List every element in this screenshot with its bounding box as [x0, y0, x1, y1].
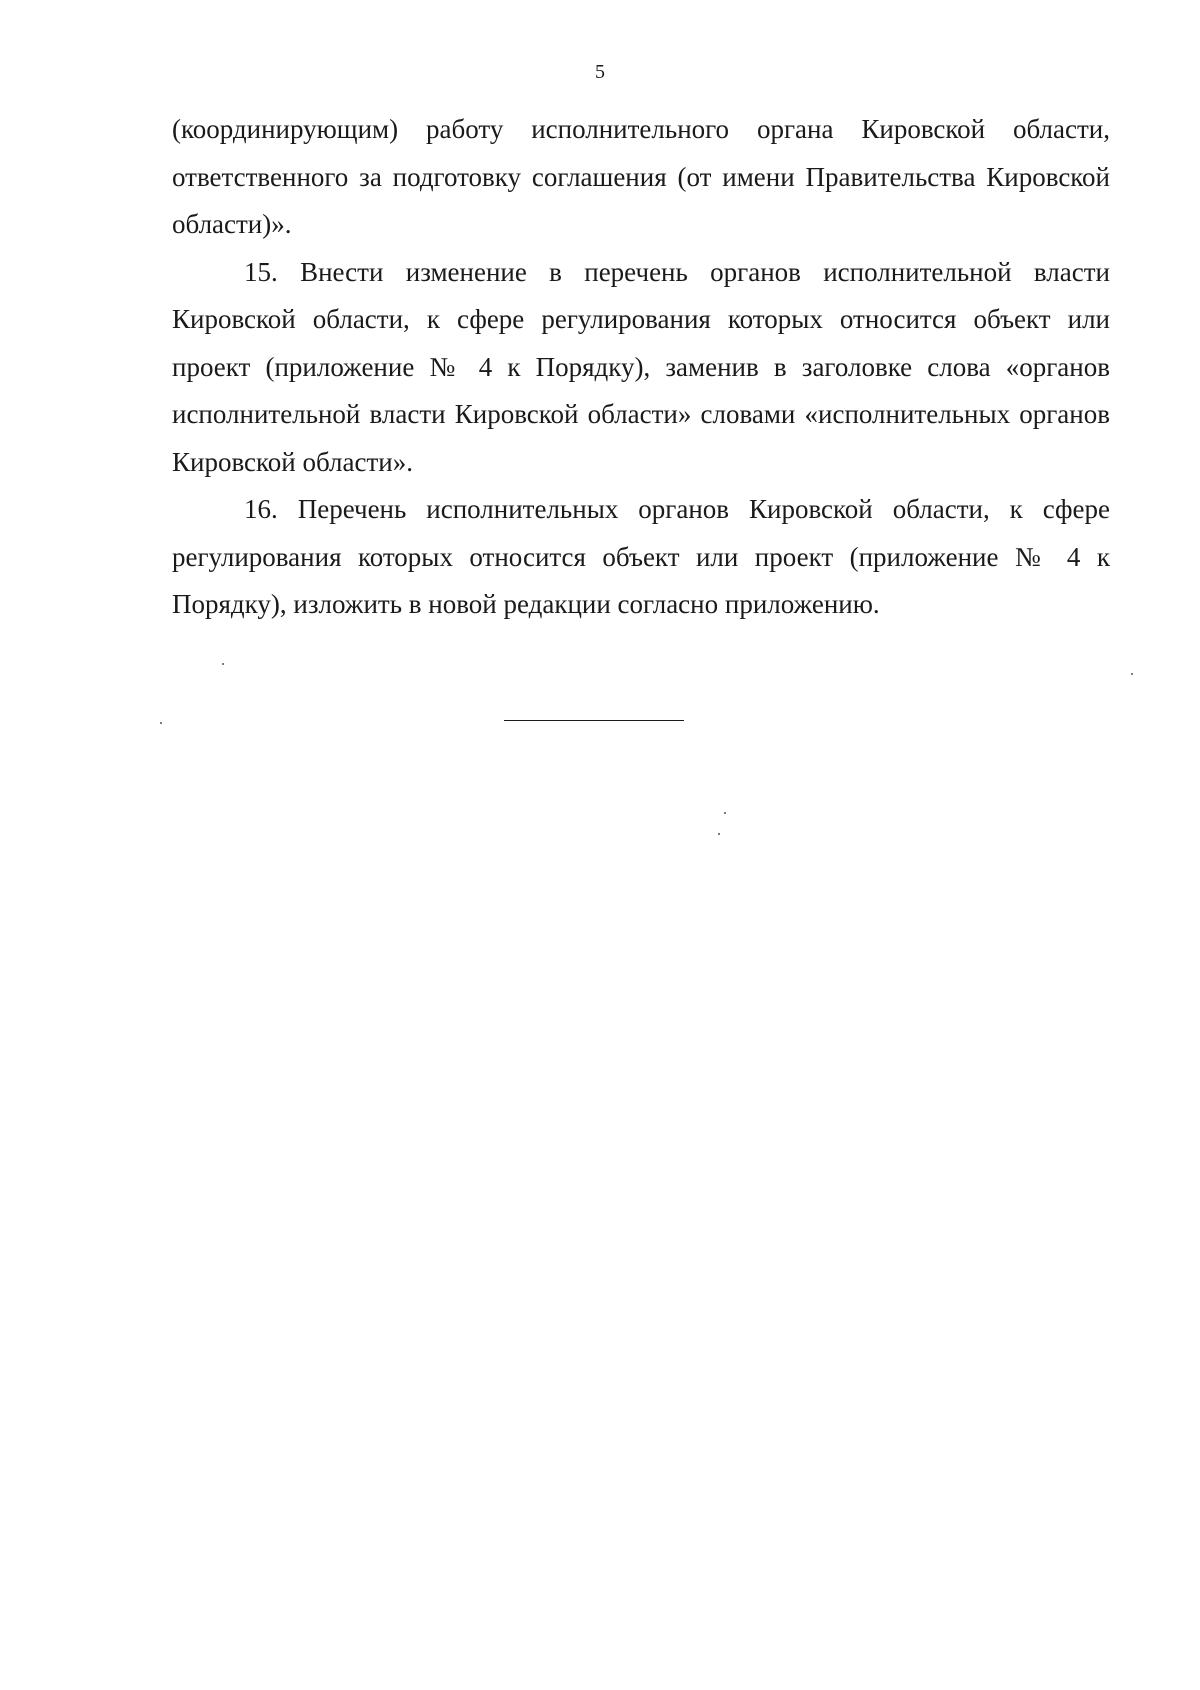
- scan-speck: [160, 722, 162, 724]
- page-number: 5: [595, 61, 605, 83]
- document-body: [172, 106, 1110, 629]
- paragraph-item-15: 15. Внести изменение в перечень органов исполнительной власти Кировской области, к сфере регулирования которых относится объект или проект (приложение № 4 к Порядку), заменив в заголовке слова «органов исполнительной власти Кировской области» словами «исполнительных органов Кировской области».: [172, 256, 1110, 477]
- scan-speck: [222, 663, 224, 665]
- scan-speck: [718, 833, 720, 835]
- end-of-text-rule: [504, 720, 684, 721]
- paragraph-item-16: 16. Перечень исполнительных органов Кировской области, к сфере регулирования которых относится объект или проект (приложение № 4 к Порядку), изложить в новой редакции согласно приложению.: [172, 494, 1110, 619]
- scan-speck: [724, 812, 726, 814]
- scan-speck: [1131, 673, 1133, 675]
- paragraph-continuation: (координирующим) работу исполнительного органа Кировской области, ответственного за подготовку соглашения (от имени Правительства Кировской области)».: [172, 114, 1110, 239]
